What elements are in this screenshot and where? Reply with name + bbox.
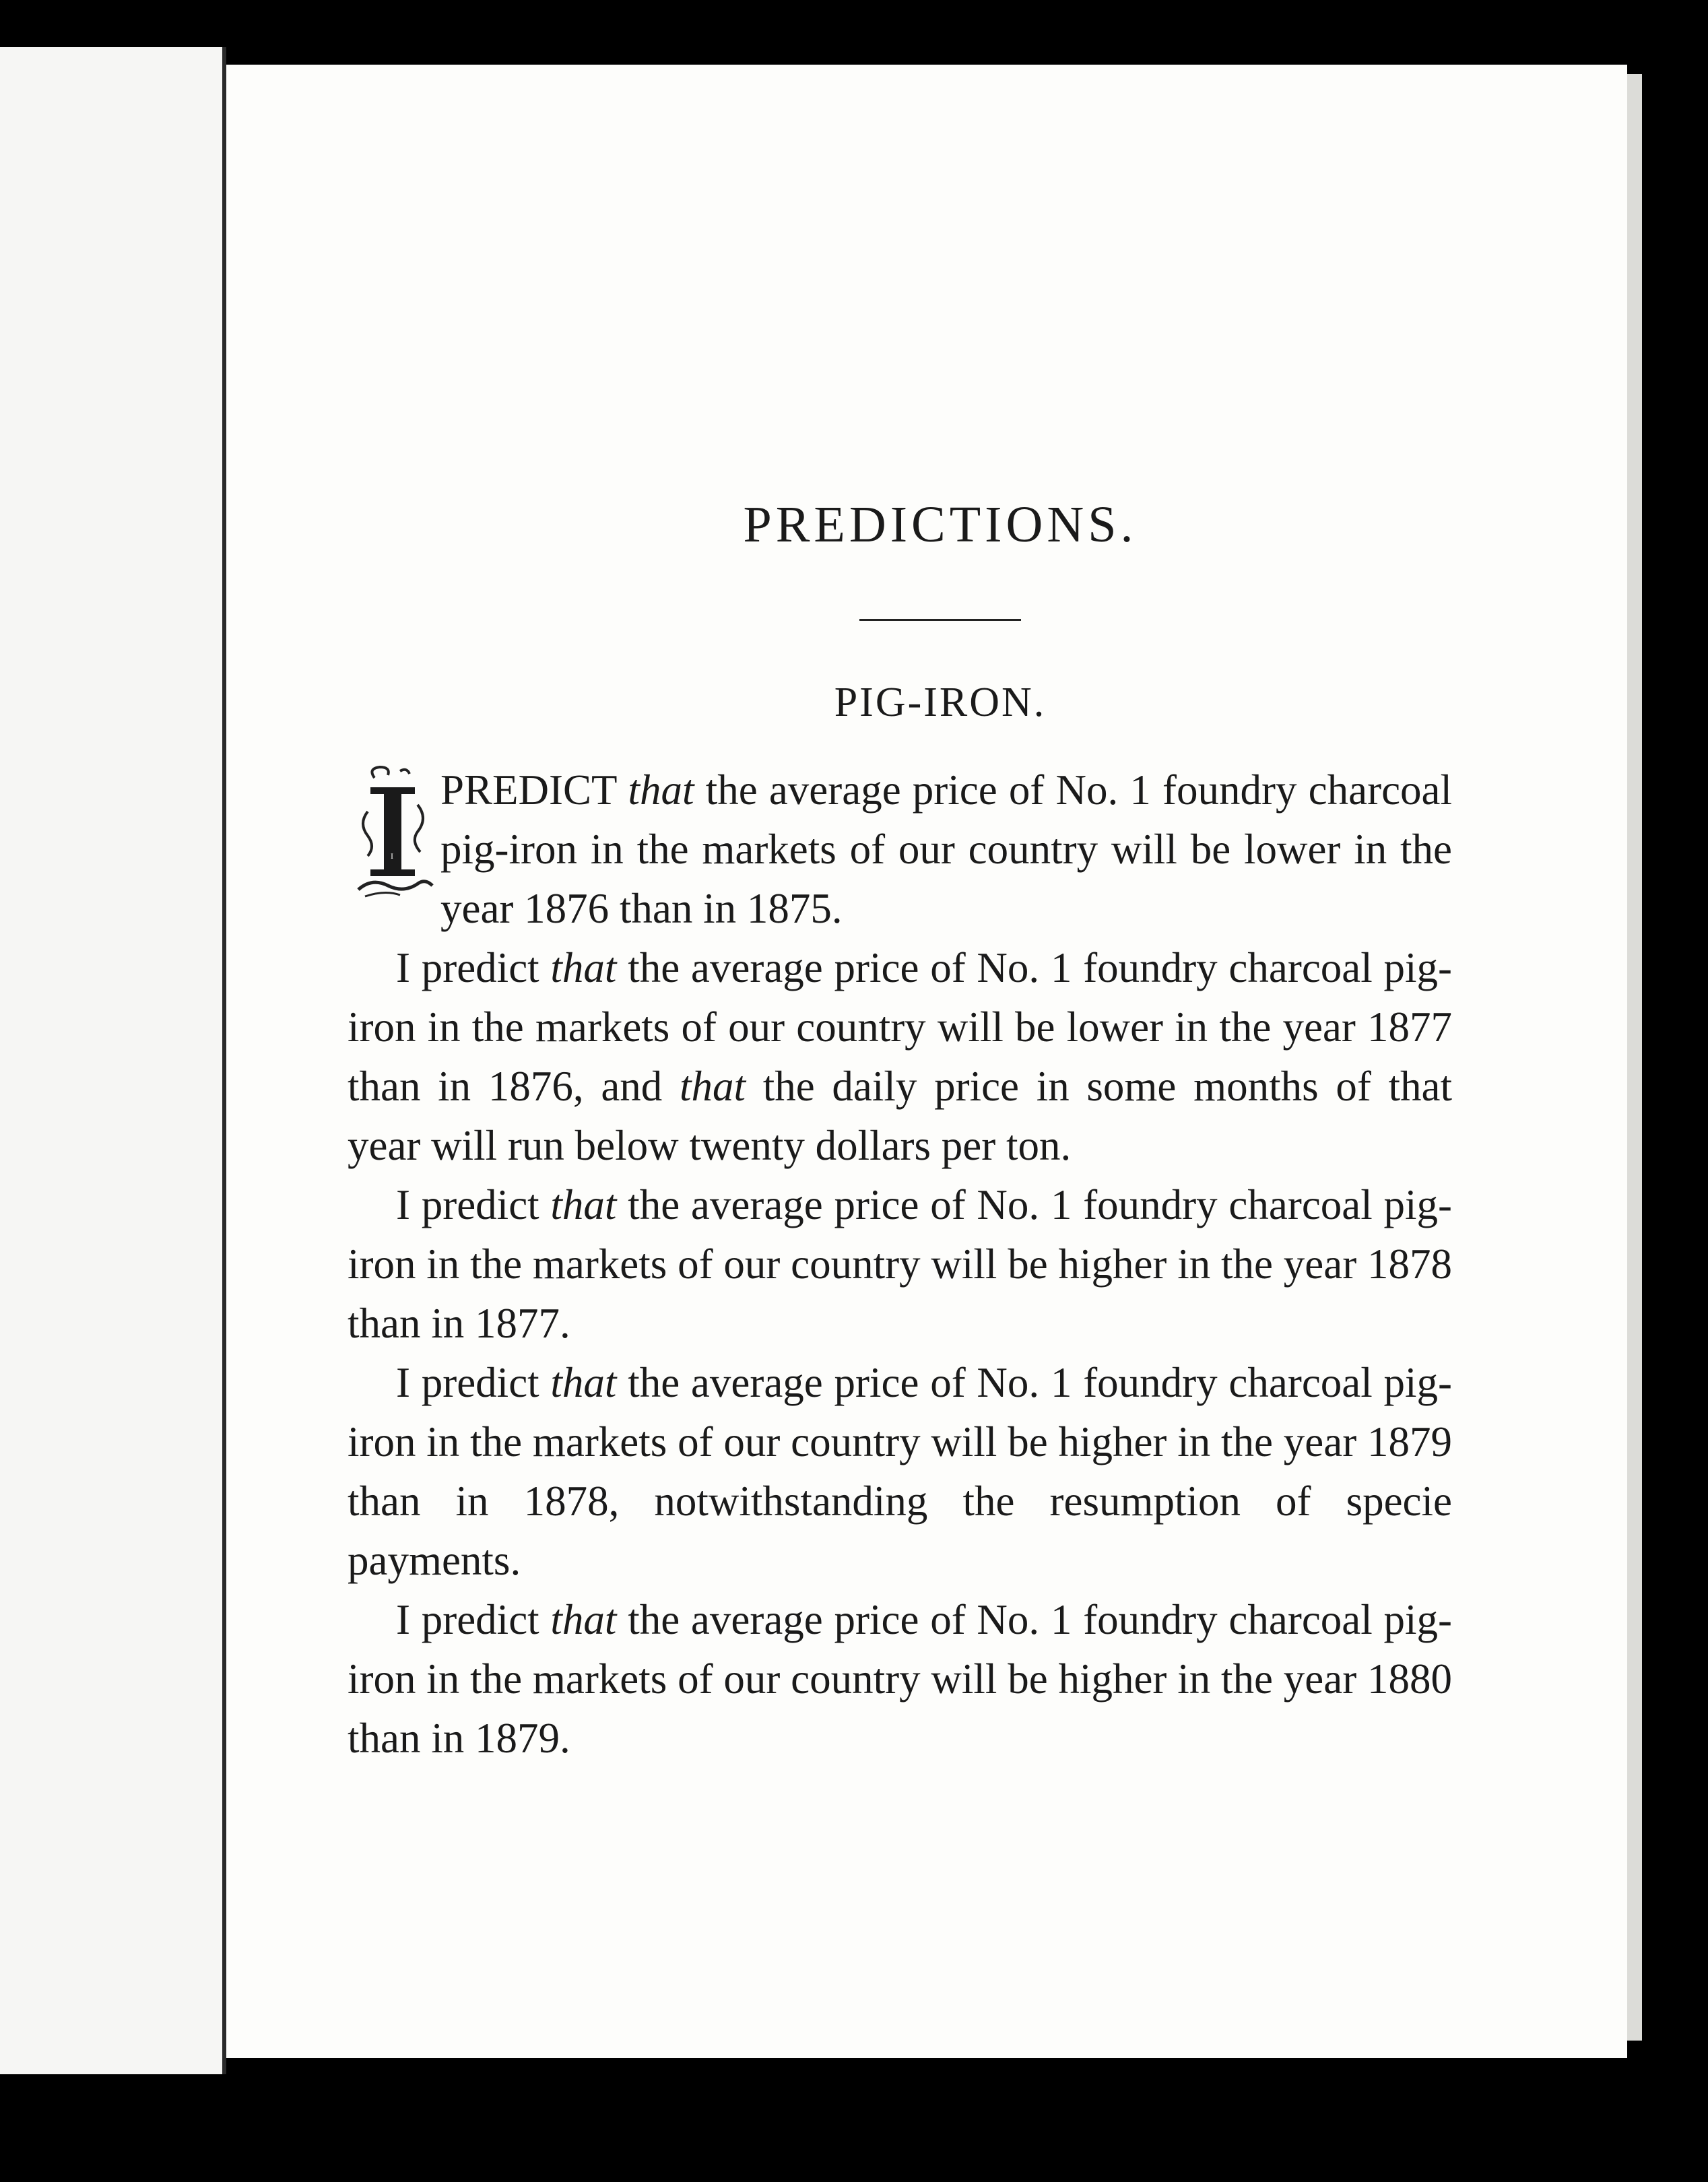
paragraph-2-text: the average price of No. 1 foundry charcoal pig-iron in the markets of our country will be lower in the year 1877 than in 1876, and	[348, 944, 1453, 1110]
paragraph-4-emphasis: that	[550, 1359, 617, 1406]
paragraph-1	[348, 760, 1452, 938]
paragraph-4	[348, 1353, 1452, 1590]
paragraph-4-lead: I predict	[396, 1359, 551, 1406]
paragraph-3	[348, 1175, 1452, 1353]
paragraph-5	[348, 1590, 1452, 1768]
paragraph-3-emphasis: that	[550, 1181, 617, 1228]
book-page	[226, 65, 1627, 2058]
paragraph-2-emphasis-2: that	[680, 1063, 746, 1110]
paragraph-1-text: the average price of No. 1 foundry charcoal pig-iron in the markets of our country will be lower in the year 1876 than in 1875.	[440, 766, 1452, 932]
svg-text:I: I	[391, 851, 393, 861]
ornamental-dropcap	[348, 764, 436, 899]
paragraph-4-text: the average price of No. 1 foundry charcoal pig-iron in the markets of our country will be higher in the year 1879 than in 1878, notwithstanding the resumption of specie payments.	[348, 1359, 1453, 1584]
paragraph-3-text: the average price of No. 1 foundry charcoal pig-iron in the markets of our country will be higher in the year 1878 than in 1877.	[348, 1181, 1453, 1347]
page-title: PREDICTIONS.	[743, 496, 1138, 553]
paragraph-1-emphasis: that	[628, 766, 694, 814]
left-page-edge	[0, 47, 226, 2074]
paragraph-2	[348, 938, 1452, 1175]
dropcap-i-icon	[348, 764, 436, 899]
paragraph-2-text-2: the daily price in some months of that year will run below twenty dollars per ton.	[348, 1063, 1452, 1169]
page-content	[348, 428, 1452, 1768]
right-page-edge	[1627, 74, 1642, 2041]
paragraph-5-lead: I predict	[396, 1596, 551, 1643]
section-title: PIG-IRON.	[834, 680, 1047, 725]
paragraph-3-lead: I predict	[396, 1181, 551, 1228]
paragraph-5-emphasis: that	[550, 1596, 617, 1643]
paragraph-5-text: the average price of No. 1 foundry charcoal pig-iron in the markets of our country will be higher in the year 1880 than in 1879.	[348, 1596, 1453, 1762]
title-rule	[859, 619, 1021, 621]
paragraph-2-emphasis: that	[550, 944, 617, 991]
paragraph-1-lead: PREDICT	[440, 766, 617, 814]
paragraph-2-lead: I predict	[396, 944, 551, 991]
